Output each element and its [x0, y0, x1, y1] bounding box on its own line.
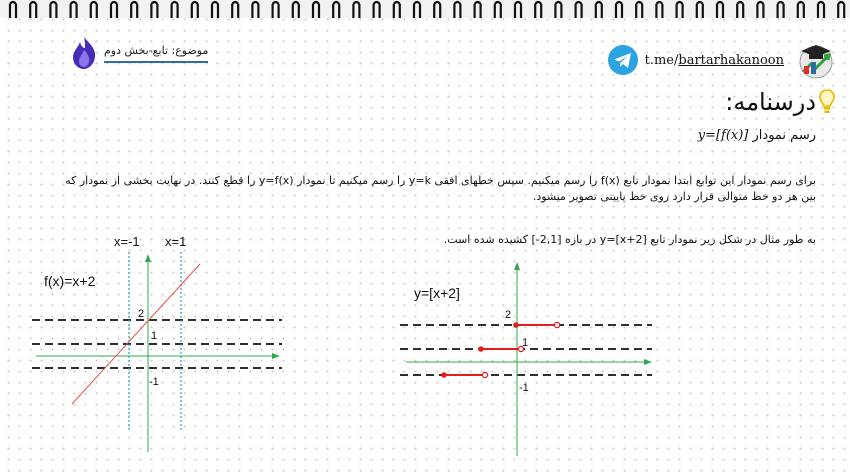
binding-ring: [434, 2, 440, 18]
vline-right-label: x=1: [165, 234, 187, 249]
subtitle-text: رسم نمودار: [752, 128, 816, 143]
tick-label-neg1: -1: [519, 382, 529, 394]
binding-ring: [374, 2, 380, 18]
step-middle-closed-point: [478, 346, 484, 352]
function-label: y=[x+2]: [414, 285, 460, 301]
binding-ring: [535, 2, 541, 18]
binding-ring: [475, 2, 481, 18]
binding-ring: [677, 2, 683, 18]
telegram-link[interactable]: [645, 53, 784, 68]
y-axis-arrow-icon: [514, 262, 520, 270]
binding-ring: [414, 2, 420, 18]
subtitle-formula: y=[f(x)]: [697, 128, 749, 143]
binding-ring: [717, 2, 723, 18]
tick-label-1: 1: [151, 330, 158, 342]
lesson-title: درسنامه:: [725, 88, 816, 116]
binding-ring: [111, 2, 117, 18]
binding-ring: [313, 2, 319, 18]
binding-ring: [515, 2, 521, 18]
binding-ring: [818, 2, 824, 18]
binding-ring: [30, 2, 36, 18]
x-axis-arrow-icon: [644, 359, 652, 365]
vline-left-label: x=-1: [114, 234, 140, 249]
tick-label-2: 2: [138, 308, 145, 320]
telegram-prefix: t.me/: [644, 52, 679, 68]
binding-ring: [273, 2, 279, 18]
binding-ring: [212, 2, 218, 18]
header-contact: [607, 40, 838, 80]
binding-ring: [636, 2, 642, 18]
binding-ring: [737, 2, 743, 18]
telegram-handle: bartarhakanoon: [678, 52, 784, 68]
y-axis-arrow-icon: [145, 254, 151, 262]
step-bottom-closed-point: [441, 372, 447, 378]
binding-ring: [91, 2, 97, 18]
binding-ring: [252, 2, 258, 18]
binding-ring: [798, 2, 804, 18]
lesson-paragraph-2: به طور مثال در شکل زیر نمودار تابع y=[x+2] در بازه [2,1-] کشیده شده است.: [443, 233, 816, 246]
tick-label-2: 2: [505, 309, 512, 321]
step-top-open-point: [554, 322, 559, 327]
binding-ring: [656, 2, 662, 18]
binding-ring: [576, 2, 582, 18]
binding-ring: [454, 2, 460, 18]
binding-ring: [778, 2, 784, 18]
binding-ring: [596, 2, 602, 18]
binding-ring: [71, 2, 77, 18]
binding-ring: [192, 2, 198, 18]
lesson-subtitle: [698, 128, 816, 143]
lesson-title-row: [725, 88, 836, 116]
binding-ring: [293, 2, 299, 18]
binding-ring: [555, 2, 561, 18]
step-bottom-open-point: [482, 372, 487, 377]
graph-floor-steps: [396, 258, 666, 460]
binding-ring: [757, 2, 763, 18]
binding-ring: [172, 2, 178, 18]
telegram-icon[interactable]: [607, 44, 639, 76]
binding-ring: [838, 2, 844, 18]
lesson-paragraph-1: برای رسم نمودار این توابع ابتدا نمودار تابع f(x) را رسم میکنیم. سپس خطهای افقی y=k را رسم میکنیم تا نمودار y=f(x) را قطع کنند. در نهایت بخشی از نمودار که بین هر دو خط متوالی قرار دارد روی خط پایینی تصویر میشود.: [65, 174, 816, 203]
x-axis-arrow-icon: [272, 353, 280, 359]
binding-ring: [333, 2, 339, 18]
tick-label-1: 1: [522, 337, 529, 349]
flame-logo-icon: [70, 36, 98, 70]
tick-label-neg1: -1: [149, 376, 159, 388]
binding-ring: [616, 2, 622, 18]
step-top-closed-point: [513, 322, 519, 328]
graph-function-lines: [28, 228, 290, 460]
binding-ring: [697, 2, 703, 18]
binding-ring: [353, 2, 359, 18]
academy-logo-icon: [794, 40, 838, 80]
spiral-binding: [0, 0, 850, 26]
binding-ring: [131, 2, 137, 18]
binding-ring: [495, 2, 501, 18]
header-topic: [70, 36, 208, 70]
binding-ring: [50, 2, 56, 18]
binding-ring: [151, 2, 157, 18]
lightbulb-icon: [818, 88, 836, 116]
function-label: f(x)=x+2: [44, 273, 96, 289]
binding-ring: [394, 2, 400, 18]
binding-ring: [10, 2, 16, 18]
topic-label: موضوع: تابع-بخش دوم: [104, 44, 208, 63]
binding-ring: [232, 2, 238, 18]
